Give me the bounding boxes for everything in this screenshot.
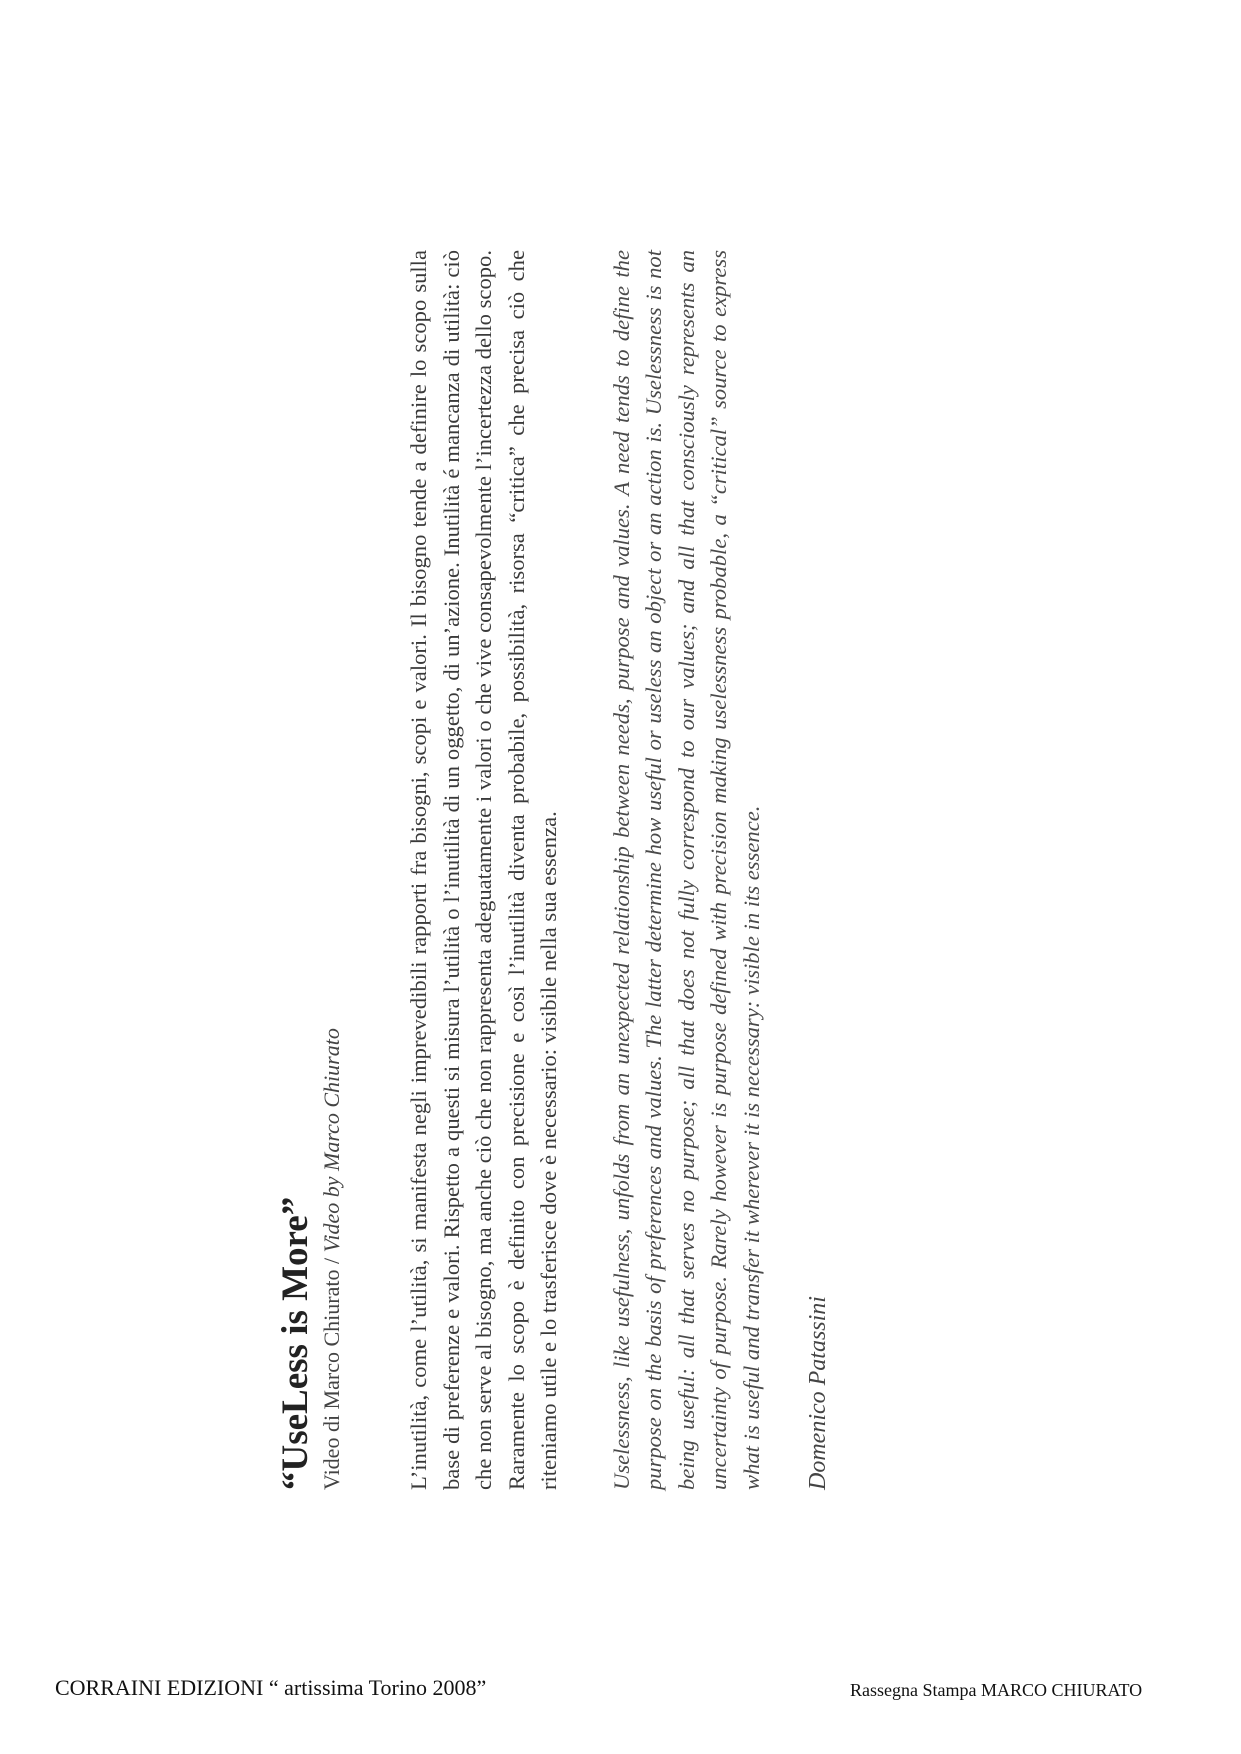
- footer-publisher: CORRAINI EDIZIONI “ artissima Torino 2008”: [55, 1675, 487, 1700]
- article-subtitle: [317, 250, 347, 1490]
- rotated-article: [275, 250, 834, 1490]
- paragraph-english: Uselessness, like usefulness, unfolds from an unexpected relationship between needs, purpose and values. A need tends to define the purpose on the basis of preferences and values. The latter determine how useful or useless an object or an action is. Uselessness is not being useful: all that serves no purpose; all that does not fully correspond to our values; and all that consciously represents an uncertainty of purpose. Rarely however is purpose defined with precision making uselessness probable, a “critical” source to express what is useful and transfer it wherever it is necessary: visible in its essence.: [608, 250, 764, 1490]
- footer-press-review: Rassegna Stampa MARCO CHIURATO: [850, 1680, 1143, 1700]
- paragraph-italian: L’inutilità, come l’utilità, si manifesta negli imprevedibili rapporti fra bisogni, scopi e valori. Il bisogno tende a definire lo scopo sulla base di preferenze e valori. Rispetto a questi si misura l’utilità o l’inutilità di un oggetto, di un’azione. Inutilità é mancanza di utilità: ciò che non serve al bisogno, ma anche ciò che non rappresenta adeguatamente i valori o che vive consapevolmente l’incertezza dello scopo. Raramente lo scopo è definito con precisione e così l’inutilità diventa probabile, possibilità, risorsa “critica” che precisa ciò che riteniamo utile e lo trasferisce dove è necessario: visibile nella sua essenza.: [406, 250, 561, 1490]
- subtitle-italian: Video di Marco Chiurato /: [319, 1257, 344, 1490]
- author-signature: Domenico Patassini: [805, 1296, 831, 1490]
- article-title: “UseLess is More”: [275, 1196, 316, 1490]
- subtitle-english: Video by Marco Chiurato: [319, 1028, 344, 1253]
